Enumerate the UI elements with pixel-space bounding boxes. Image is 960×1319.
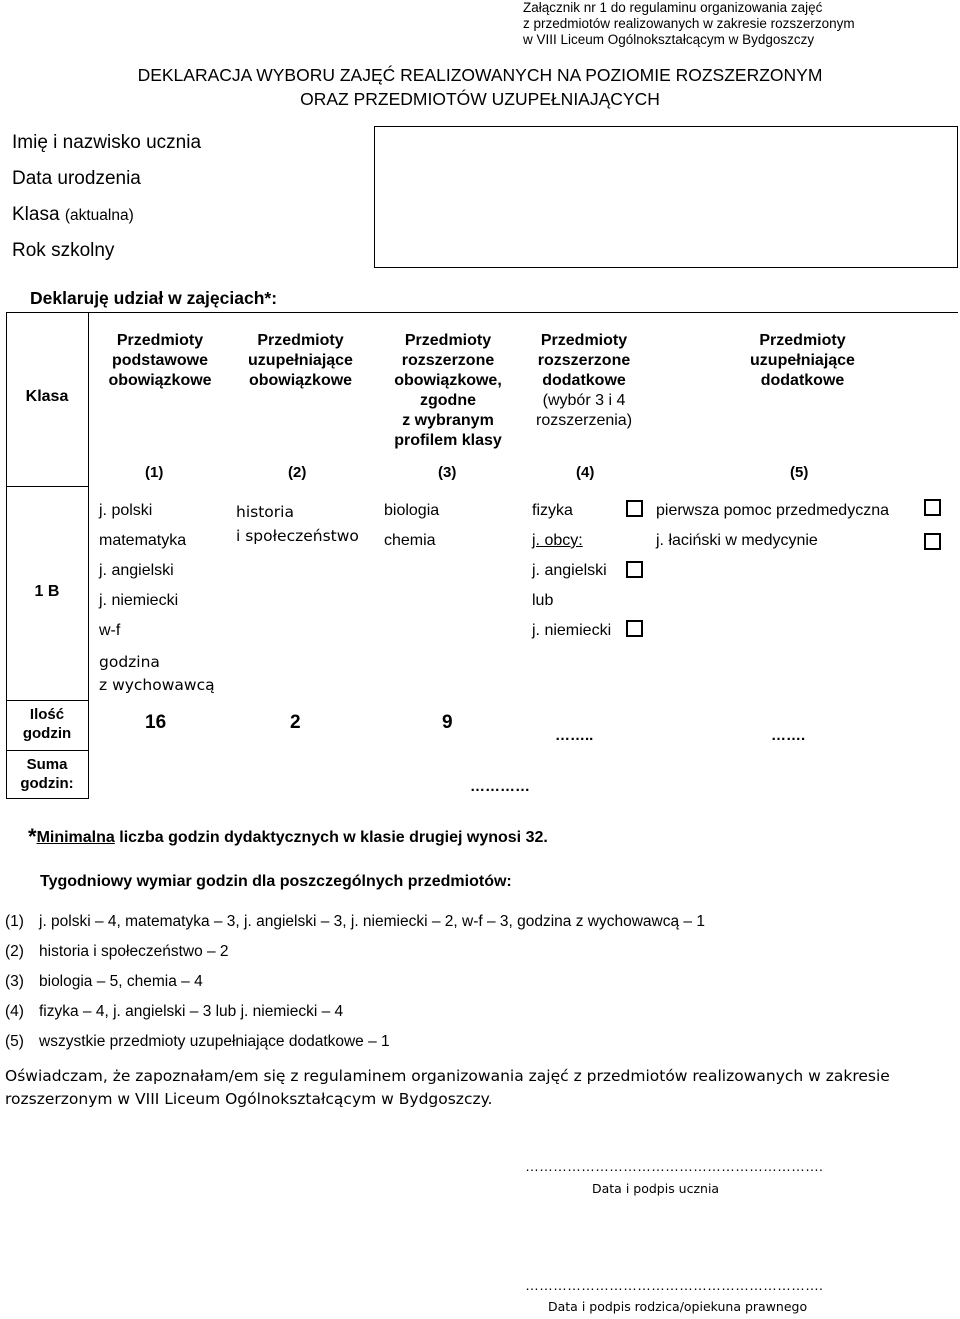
hours-col-3: 9: [442, 712, 453, 733]
weekly-list-item-2: (2) historia i społeczeństwo – 2: [5, 943, 229, 960]
subject-mathematics: matematyka: [99, 532, 187, 549]
document-title-line-1: DEKLARACJA WYBORU ZAJĘĆ REALIZOWANYCH NA POZIOMIE ROZSZERZONYM: [137, 65, 823, 85]
checkbox-physics[interactable]: [626, 500, 643, 517]
checkbox-english[interactable]: [626, 561, 643, 578]
column-number-1: (1): [145, 464, 164, 481]
weekly-list-item-4: (4) fizyka – 4, j. angielski – 3 lub j. niemiecki – 4: [5, 1003, 344, 1020]
hours-col-5[interactable]: …….: [771, 727, 806, 744]
column-number-2: (2): [288, 464, 307, 481]
hours-label: Ilość godzin: [22, 706, 72, 742]
birth-date-field[interactable]: [376, 163, 956, 195]
statement: Oświadczam, że zapoznałam/em się z regulaminem organizowania zajęć z przedmiotów realizowanych w zakresie rozszerzonym w VIII Liceum Ogólnokształcącym w Bydgoszczy.: [5, 1067, 890, 1108]
school-year-label: Rok szkolny: [12, 240, 115, 261]
weekly-list-item-3: (3) biologia – 5, chemia – 4: [5, 973, 203, 990]
annex-line-2: z przedmiotów realizowanych w zakresie rozszerzonym: [523, 16, 855, 31]
school-year-field[interactable]: [376, 233, 956, 265]
column-header-5: Przedmioty uzupełniające dodatkowe: [750, 332, 855, 389]
birth-date-label: Data urodzenia: [12, 168, 141, 189]
column-number-4: (4): [576, 464, 595, 481]
checkbox-first-aid[interactable]: [924, 499, 941, 516]
subject-german: j. niemiecki: [99, 592, 179, 609]
subject-english: j. angielski: [99, 562, 174, 579]
annex-line-3: w VIII Liceum Ogólnokształcącym w Bydgoszczy: [523, 32, 815, 47]
footnote: *Minimalna liczba godzin dydaktycznych w klasie drugiej wynosi 32.: [28, 824, 548, 849]
checkbox-german[interactable]: [626, 620, 643, 637]
subject-history-line-1: historia: [236, 503, 294, 521]
subject-history-line-2: i społeczeństwo: [236, 527, 359, 545]
option-german: j. niemiecki: [532, 622, 612, 639]
column-header-1: Przedmioty podstawowe obowiązkowe: [108, 332, 212, 389]
subject-homeroom-line-2: z wychowawcą: [99, 676, 215, 694]
hours-col-4[interactable]: ……..: [555, 727, 594, 744]
subject-polish: j. polski: [99, 502, 153, 519]
weekly-list-item-5: (5) wszystkie przedmioty uzupełniające dodatkowe – 1: [5, 1033, 390, 1050]
class-field[interactable]: [376, 198, 956, 230]
option-english: j. angielski: [532, 562, 607, 579]
class-name: 1 B: [34, 583, 60, 600]
document-title-line-2: ORAZ PRZEDMIOTÓW UZUPEŁNIAJĄCYCH: [300, 89, 660, 109]
column-header-4: Przedmioty rozszerzone dodatkowe (wybór 3 i 4 rozszerzenia): [535, 332, 633, 429]
student-signature-line[interactable]: ……………………………………………………….: [525, 1158, 823, 1174]
subject-latin-medicine: j. łaciński w medycynie: [656, 532, 818, 549]
annex-line-1: Załącznik nr 1 do regulaminu organizowania zajęć: [523, 0, 823, 15]
sum-value[interactable]: …………: [470, 778, 530, 795]
name-label: Imię i nazwisko ucznia: [12, 132, 202, 153]
weekly-hours-heading: Tygodniowy wymiar godzin dla poszczególnych przedmiotów:: [40, 873, 512, 890]
option-or: lub: [532, 592, 554, 609]
name-field[interactable]: [376, 128, 956, 160]
parent-signature-line[interactable]: ……………………………………………………….: [525, 1277, 823, 1293]
column-header-3: Przedmioty rozszerzone obowiązkowe, zgodne z wybranym profilem klasy: [394, 332, 502, 449]
sum-label: Suma godzin:: [20, 756, 74, 792]
declaration-heading: Deklaruję udział w zajęciach*:: [30, 288, 278, 308]
klasa-header: Klasa: [25, 388, 69, 405]
hours-col-1: 16: [145, 712, 167, 733]
foreign-language-label: j. obcy:: [532, 532, 583, 549]
column-number-3: (3): [438, 464, 457, 481]
subject-physics: fizyka: [532, 502, 573, 519]
subject-chemistry: chemia: [384, 532, 436, 549]
subject-homeroom-line-1: godzina: [99, 653, 160, 671]
student-signature-label: Data i podpis ucznia: [592, 1181, 720, 1196]
checkbox-latin-medicine[interactable]: [924, 533, 941, 550]
column-header-2: Przedmioty uzupełniające obowiązkowe: [248, 332, 353, 389]
weekly-list-item-1: (1) j. polski – 4, matematyka – 3, j. angielski – 3, j. niemiecki – 2, w-f – 3, godzina z wychowawcą – 1: [5, 913, 705, 930]
hours-col-2: 2: [290, 712, 301, 733]
column-number-5: (5): [790, 464, 809, 481]
subject-first-aid: pierwsza pomoc przedmedyczna: [656, 502, 889, 519]
parent-signature-label: Data i podpis rodzica/opiekuna prawnego: [548, 1299, 808, 1314]
subject-pe: w-f: [99, 622, 121, 639]
class-label: Klasa (aktualna): [12, 204, 134, 225]
subject-biology: biologia: [384, 502, 440, 519]
annex-note: [523, 0, 953, 48]
